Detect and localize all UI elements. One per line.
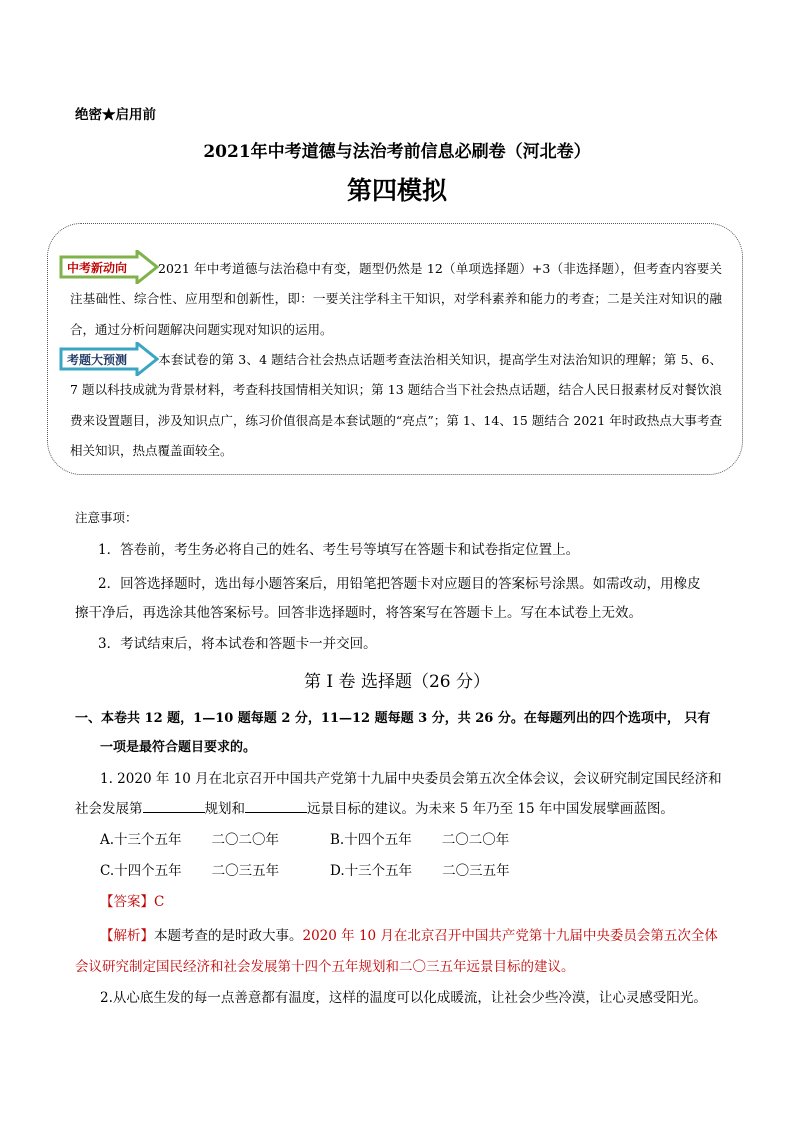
trend-text: 2021 年中考道德与法治稳中有变，题型仍然是 12（单项选择题）+3（非选择题），但考查内容要关注基础性、综合性、应用型和创新性，即：一要关注学科主干知识，对学科素养和能力的考查；二是关注对知识的融合，通过分析问题解决问题实现对知识的运用。 <box>70 261 722 337</box>
answer-value: C <box>154 894 165 910</box>
q1-option-b-2: 二〇二〇年 <box>441 832 510 848</box>
analysis-plain: 本题考查的是时政大事。 <box>154 928 303 944</box>
note-2 <box>75 570 722 627</box>
q1-option-a <box>100 828 279 848</box>
note-2-line-1: 2．回答选择题时，选出每小题答案后，用铅笔把答题卡对应题目的答案标号涂黑。如需改动，用橡皮 <box>98 576 701 592</box>
exam-subtitle: 第四模拟 <box>346 176 447 205</box>
q1-stem-b2: 规划和 <box>204 800 245 817</box>
analysis-label: 【解析】 <box>100 928 154 944</box>
instructions-line-2: 一项是最符合题目要求的。 <box>100 740 257 755</box>
note-2-line-2: 擦干净后，再选涂其他答案标号。回答非选择题时，将答案写在答题卡上。写在本试卷上无效。 <box>75 604 642 621</box>
q1-option-d-1: D.十三个五年 <box>330 863 413 879</box>
q1-answer <box>100 890 164 910</box>
q1-option-c-2: 二〇三五年 <box>211 863 280 879</box>
question-1 <box>75 765 725 824</box>
question-2: 2.从心底生发的每一点善意都有温度，这样的温度可以化成暖流，让社会少些冷漠，让心灵感受阳光。 <box>100 990 707 1006</box>
exam-title: 2021年中考道德与法治考前信息必刷卷（河北卷） <box>203 142 591 162</box>
q1-stem-line-1: 1. 2020 年 10 月在北京召开中国共产党第十九届中央委员会第五次全体会议，会议研究制定国民经济和 <box>100 771 722 787</box>
analysis-text-2: 会议研究制定国民经济和社会发展第十四个五年规划和二〇三五年远景目标的建议。 <box>75 959 575 975</box>
prediction-text: 本套试卷的第 3、4 题结合社会热点话题考查法治相关知识，提高学生对法治知识的理解；第 5、6、7 题以科技成就为背景材料，考查科技国情相关知识；第 13 题结合当下社会热点话题，结合人民日报素材反对餐饮浪费来设置题目，涉及知识点广，练习价值很高是本套试题的“亮点”；第 1、14、15 题结合 2021 年时政热点大事考查相关知识，热点覆盖面较全。 <box>70 352 722 459</box>
q1-stem-b1: 社会发展第 <box>75 800 143 817</box>
note-1: 1．答卷前，考生务必将自己的姓名、考生号等填写在答题卡和试卷指定位置上。 <box>98 542 580 558</box>
q1-blank-1 <box>143 798 205 813</box>
section-instructions <box>75 704 725 762</box>
q1-option-a-2: 二〇二〇年 <box>211 832 280 848</box>
badge-label-2: 考题大预测 <box>67 353 128 367</box>
note-3: 3．考试结束后，将本试卷和答题卡一并交回。 <box>98 636 377 652</box>
q1-analysis <box>75 921 725 983</box>
notes-title: 注意事项： <box>75 510 138 525</box>
q1-blank-2 <box>245 798 307 813</box>
trend-paragraph <box>70 254 722 345</box>
analysis-text-1: 2020 年 10 月在北京召开中国共产党第十九届中央委员会第五次全体 <box>302 928 718 944</box>
instructions-line-1: 一、本卷共 12 题，1—10 题每题 2 分，11—12 题每题 3 分，共 26 分。在每题列出的四个选项中， 只有 <box>75 711 711 726</box>
secret-label: 绝密★启用前 <box>75 107 156 123</box>
q1-option-d <box>330 859 510 879</box>
badge-label-1: 中考新动向 <box>67 261 128 275</box>
q1-stem-b3: 远景目标的建议。为未来 5 年乃至 15 年中国发展擘画蓝图。 <box>307 800 674 817</box>
prediction-paragraph <box>70 345 722 467</box>
q1-option-c-1: C.十四个五年 <box>100 863 182 879</box>
q1-option-a-1: A.十三个五年 <box>100 832 182 848</box>
answer-label: 【答案】 <box>100 894 154 910</box>
q1-option-c <box>100 859 279 879</box>
q1-option-b <box>330 828 509 848</box>
section-title: 第 I 卷 选择题（26 分） <box>304 672 490 692</box>
q1-option-d-2: 二〇三五年 <box>442 863 510 879</box>
q1-option-b-1: B.十四个五年 <box>330 832 412 848</box>
